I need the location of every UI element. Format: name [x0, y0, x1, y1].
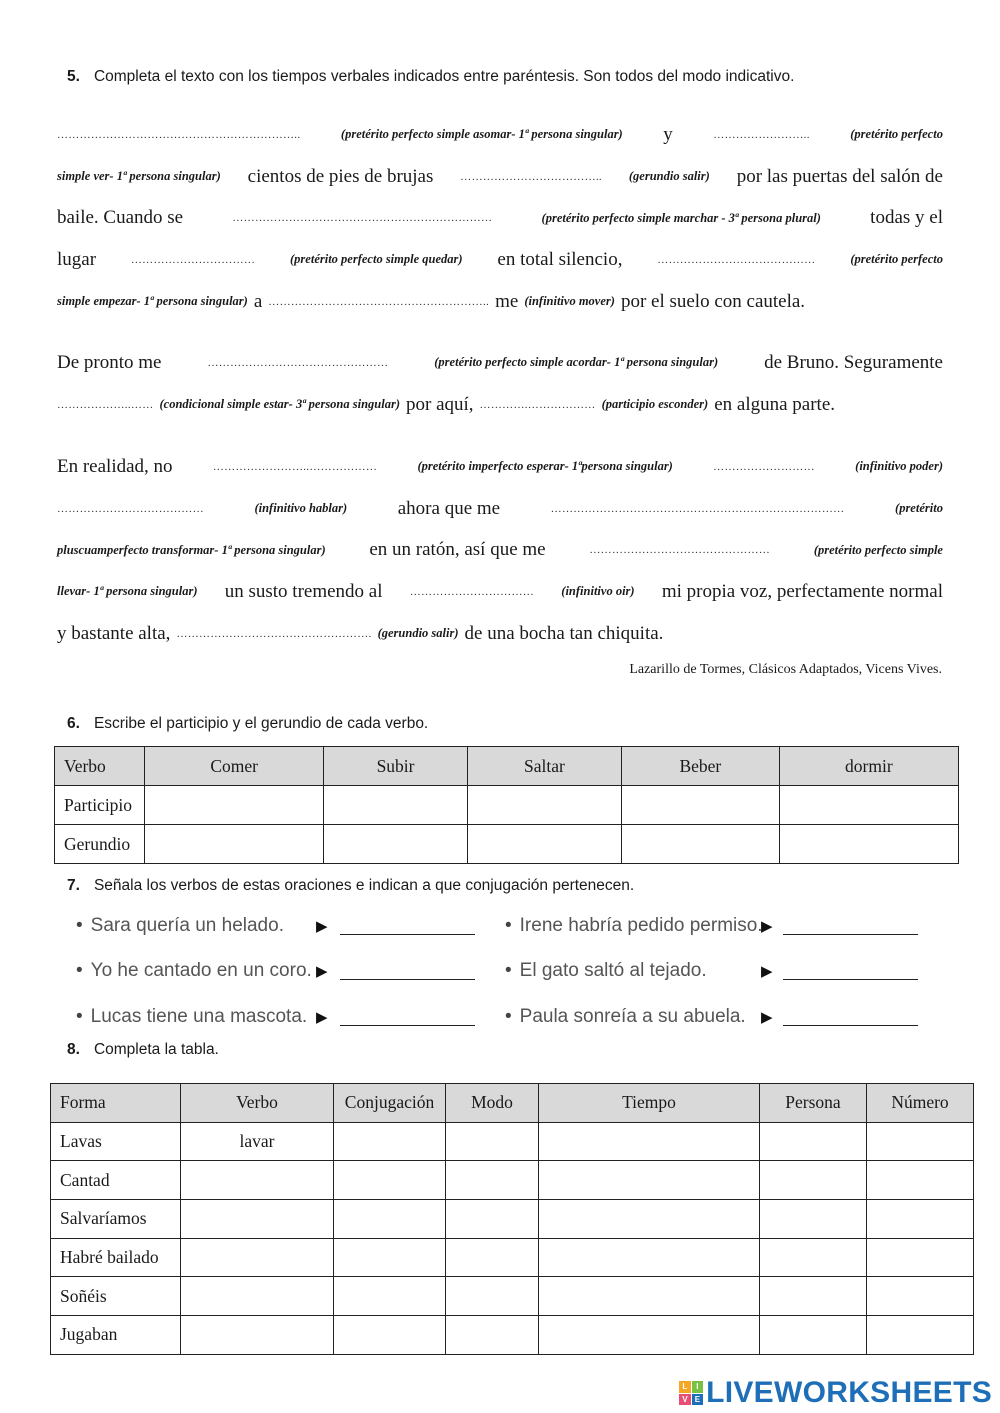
q6-table	[54, 746, 959, 864]
sentence-text: Lucas tiene una mascota.	[90, 1006, 308, 1027]
verb-cell[interactable]	[181, 1200, 334, 1239]
row-label: Salvaríamos	[51, 1200, 181, 1239]
table-header-row	[55, 747, 959, 786]
text-fragment: mi propia voz, perfectamente normal	[661, 580, 943, 602]
text-line	[57, 114, 943, 156]
answer-cell[interactable]	[467, 825, 621, 864]
sentence-item	[505, 1006, 746, 1028]
text-fragment: De pronto me	[57, 351, 162, 373]
answer-blank[interactable]	[783, 1025, 918, 1026]
verb-hint: (infinitivo mover)	[524, 294, 615, 309]
answer-cell[interactable]	[539, 1122, 760, 1161]
text-line	[57, 384, 943, 426]
answer-blank[interactable]: ……………………………………	[657, 253, 816, 266]
logo-letter: E	[692, 1394, 704, 1406]
answer-cell[interactable]	[760, 1238, 867, 1277]
verb-hint: (pretérito	[895, 501, 943, 516]
verb-hint: (pretérito perfecto simple marchar - 3ª persona plural)	[541, 210, 821, 225]
q6-number: 6.	[67, 715, 80, 732]
row-label: Jugaban	[51, 1316, 181, 1355]
answer-blank[interactable]: ……………………………………………………………	[232, 212, 493, 225]
answer-cell[interactable]	[867, 1277, 974, 1316]
answer-cell[interactable]	[145, 825, 324, 864]
answer-blank[interactable]: …………………………………	[57, 502, 204, 515]
verb-hint: (infinitivo hablar)	[254, 501, 348, 516]
answer-cell[interactable]	[539, 1238, 760, 1277]
answer-cell[interactable]	[446, 1200, 539, 1239]
answer-cell[interactable]	[867, 1238, 974, 1277]
q8-number: 8.	[67, 1041, 80, 1058]
verb-hint: (pretérito perfecto simple asomar- 1ª persona singular)	[340, 127, 623, 142]
answer-cell[interactable]	[760, 1122, 867, 1161]
table-header-row	[51, 1084, 974, 1123]
q6-instruction: Escribe el participio y el gerundio de cada verbo.	[93, 715, 429, 732]
answer-cell[interactable]	[334, 1122, 446, 1161]
table-row	[55, 825, 959, 864]
verb-hint: (pretérito imperfecto esperar- 1ªpersona singular)	[417, 459, 673, 474]
text-fragment: cientos de pies de brujas	[247, 165, 434, 187]
q5-number: 5.	[67, 68, 80, 85]
table-row	[55, 786, 959, 825]
header-cell: Número	[867, 1084, 974, 1123]
answer-cell[interactable]	[145, 786, 324, 825]
answer-cell[interactable]	[867, 1200, 974, 1239]
row-label: Cantad	[51, 1161, 181, 1200]
header-cell: Beber	[621, 747, 779, 786]
header-cell: Conjugación	[334, 1084, 446, 1123]
text-fragment: de Bruno. Seguramente	[764, 351, 943, 373]
header-cell: dormir	[779, 747, 958, 786]
text-line	[57, 488, 943, 530]
text-fragment: en total silencio,	[497, 248, 623, 270]
arrow-right-icon: ▶	[316, 1010, 328, 1026]
row-label: Participio	[55, 786, 145, 825]
verb-hint: (pretérito perfecto	[850, 127, 943, 142]
q5-instruction: Completa el texto con los tiempos verbales indicados entre paréntesis. Son todos del modo indicativo.	[93, 68, 795, 85]
sentence-text: Sara quería un helado.	[90, 915, 284, 936]
verb-cell[interactable]: lavar	[181, 1122, 334, 1161]
header-cell: Saltar	[467, 747, 621, 786]
q6-heading	[67, 715, 428, 733]
q5-paragraph-3	[57, 446, 943, 654]
answer-cell[interactable]	[539, 1316, 760, 1355]
text-line	[57, 342, 943, 384]
answer-cell[interactable]	[867, 1161, 974, 1200]
answer-blank[interactable]: ………………..……	[57, 398, 154, 411]
answer-blank[interactable]: …………………………………………………..	[268, 295, 490, 308]
sentence-item	[505, 960, 707, 982]
text-fragment: por las puertas del salón de	[736, 165, 943, 187]
q7-number: 7.	[67, 877, 80, 894]
table-row	[51, 1200, 974, 1239]
text-line	[57, 197, 943, 239]
verb-hint: (gerundio salir)	[628, 169, 710, 184]
q8-instruction: Completa la tabla.	[93, 1041, 219, 1058]
row-label: Lavas	[51, 1122, 181, 1161]
verb-hint: (condicional simple estar- 3ª persona singular)	[159, 397, 400, 412]
header-cell: Persona	[760, 1084, 867, 1123]
answer-blank[interactable]: ……………………………	[409, 585, 535, 598]
text-fragment: me	[495, 290, 519, 312]
answer-blank[interactable]: ………………………………………………………..	[57, 128, 301, 141]
row-label: Gerundio	[55, 825, 145, 864]
q5-paragraph-1	[57, 114, 943, 322]
header-cell: Comer	[145, 747, 324, 786]
verb-hint: (pretérito perfecto	[850, 252, 943, 267]
table-row	[51, 1316, 974, 1355]
answer-cell[interactable]	[539, 1200, 760, 1239]
header-cell: Verbo	[181, 1084, 334, 1123]
answer-blank[interactable]	[340, 979, 475, 980]
text-fragment: y	[663, 123, 673, 145]
answer-cell[interactable]	[621, 786, 779, 825]
answer-cell[interactable]	[324, 786, 468, 825]
text-fragment: En realidad, no	[57, 455, 173, 477]
sentence-text: Irene habría pedido permiso.	[519, 915, 763, 936]
live-badge-icon	[679, 1381, 703, 1405]
logo-letter: I	[692, 1381, 704, 1393]
answer-cell[interactable]	[446, 1161, 539, 1200]
text-fragment: lugar	[57, 248, 97, 270]
text-fragment: en alguna parte.	[714, 393, 836, 415]
text-line	[57, 239, 943, 281]
text-fragment: ahora que me	[397, 497, 501, 519]
text-fragment: un susto tremendo al	[224, 580, 383, 602]
arrow-right-icon: ▶	[316, 964, 328, 980]
answer-blank[interactable]: …………………………………………	[589, 544, 771, 557]
answer-blank[interactable]: ………………………	[713, 460, 815, 473]
answer-cell[interactable]	[334, 1161, 446, 1200]
bullet-icon: •	[505, 915, 512, 936]
q8-table	[50, 1083, 974, 1355]
text-line	[57, 446, 943, 488]
verb-hint: simple ver- 1ª persona singular)	[57, 169, 221, 184]
row-label: Soñéis	[51, 1277, 181, 1316]
text-line	[57, 529, 943, 571]
answer-cell[interactable]	[539, 1277, 760, 1316]
bullet-icon: •	[76, 915, 83, 936]
header-cell: Tiempo	[539, 1084, 760, 1123]
bullet-icon: •	[505, 960, 512, 981]
verb-hint: simple empezar- 1ª persona singular)	[57, 294, 248, 309]
answer-cell[interactable]	[446, 1238, 539, 1277]
verb-hint: (pretérito perfecto simple acordar- 1ª persona singular)	[434, 355, 719, 370]
answer-cell[interactable]	[324, 825, 468, 864]
text-fragment: en un ratón, así que me	[369, 539, 546, 561]
verb-cell[interactable]	[181, 1316, 334, 1355]
answer-blank[interactable]	[340, 934, 475, 935]
answer-blank[interactable]	[783, 934, 918, 935]
sentence-item	[76, 960, 312, 982]
answer-blank[interactable]: …………………………………………	[207, 356, 389, 369]
sentence-text: El gato saltó al tejado.	[519, 960, 707, 981]
logo-letter: L	[679, 1381, 691, 1393]
text-fragment: a	[253, 290, 263, 312]
table-row	[51, 1161, 974, 1200]
table-row	[51, 1122, 974, 1161]
verb-cell[interactable]	[181, 1238, 334, 1277]
verb-hint: (infinitivo oir)	[561, 584, 635, 599]
q7-heading	[67, 877, 634, 895]
answer-blank[interactable]	[783, 979, 918, 980]
answer-cell[interactable]	[867, 1122, 974, 1161]
q5-credit: Lazarillo de Tormes, Clásicos Adaptados, Vicens Vives.	[629, 662, 942, 677]
answer-cell[interactable]	[334, 1238, 446, 1277]
answer-blank[interactable]: ………………………………..	[460, 170, 602, 183]
header-cell: Modo	[446, 1084, 539, 1123]
arrow-right-icon: ▶	[761, 1010, 773, 1026]
answer-cell[interactable]	[334, 1277, 446, 1316]
header-cell: Forma	[51, 1084, 181, 1123]
answer-cell[interactable]	[760, 1316, 867, 1355]
answer-cell[interactable]	[467, 786, 621, 825]
arrow-right-icon: ▶	[761, 919, 773, 935]
header-cell: Subir	[324, 747, 468, 786]
answer-cell[interactable]	[867, 1316, 974, 1355]
sentence-item	[76, 1006, 307, 1028]
answer-cell[interactable]	[334, 1316, 446, 1355]
sentence-text: Paula sonreía a su abuela.	[519, 1006, 746, 1027]
answer-cell[interactable]	[621, 825, 779, 864]
text-fragment: y bastante alta,	[57, 622, 171, 644]
q5-paragraph-2	[57, 342, 943, 425]
answer-cell[interactable]	[760, 1161, 867, 1200]
text-line	[57, 613, 943, 655]
table-row	[51, 1277, 974, 1316]
verb-hint: pluscuamperfecto transformar- 1ª persona singular)	[57, 542, 326, 557]
answer-cell[interactable]	[446, 1316, 539, 1355]
answer-cell[interactable]	[446, 1122, 539, 1161]
q7-instruction: Señala los verbos de estas oraciones e indican a que conjugación pertenecen.	[93, 877, 635, 894]
text-fragment: baile. Cuando se	[57, 207, 184, 229]
verb-hint: (participio esconder)	[601, 397, 709, 412]
logo-text: LIVEWORKSHEETS	[706, 1376, 992, 1409]
text-line	[57, 281, 943, 323]
answer-blank[interactable]: ……………………..………………	[212, 460, 378, 473]
arrow-right-icon: ▶	[316, 919, 328, 935]
answer-cell[interactable]	[779, 786, 958, 825]
logo-letter: V	[679, 1394, 691, 1406]
row-label: Habré bailado	[51, 1238, 181, 1277]
verb-cell[interactable]	[181, 1277, 334, 1316]
text-line	[57, 571, 943, 613]
answer-blank[interactable]: ………….………………	[479, 398, 596, 411]
text-line	[57, 156, 943, 198]
header-cell: Verbo	[55, 747, 145, 786]
bullet-icon: •	[505, 1006, 512, 1027]
table-row	[51, 1238, 974, 1277]
bullet-icon: •	[76, 960, 83, 981]
text-fragment: todas y el	[870, 207, 943, 229]
q8-heading	[67, 1041, 219, 1059]
answer-cell[interactable]	[334, 1200, 446, 1239]
answer-cell[interactable]	[539, 1161, 760, 1200]
text-fragment: por aquí,	[406, 393, 474, 415]
verb-cell[interactable]	[181, 1161, 334, 1200]
liveworksheets-logo[interactable]	[679, 1376, 992, 1410]
verb-hint: (gerundio salir)	[377, 626, 459, 641]
verb-hint: (infinitivo poder)	[855, 459, 943, 474]
verb-hint: (pretérito perfecto simple	[813, 542, 943, 557]
answer-blank[interactable]: ……………………………………………………………………	[550, 502, 845, 515]
answer-cell[interactable]	[760, 1200, 867, 1239]
answer-blank[interactable]: ……………………………	[130, 253, 256, 266]
verb-hint: llevar- 1ª persona singular)	[57, 584, 198, 599]
text-fragment: de una bocha tan chiquita.	[464, 622, 664, 644]
answer-cell[interactable]	[760, 1277, 867, 1316]
bullet-icon: •	[76, 1006, 83, 1027]
arrow-right-icon: ▶	[761, 964, 773, 980]
q5-heading	[67, 68, 794, 86]
sentence-item	[76, 915, 284, 937]
verb-hint: (pretérito perfecto simple quedar)	[290, 252, 463, 267]
answer-blank[interactable]: …………………………………………….	[176, 627, 372, 640]
answer-cell[interactable]	[446, 1277, 539, 1316]
sentence-text: Yo he cantado en un coro.	[90, 960, 312, 981]
answer-blank[interactable]: ……………………..	[713, 128, 810, 141]
text-fragment: por el suelo con cautela.	[620, 290, 806, 312]
sentence-item	[505, 915, 763, 937]
answer-cell[interactable]	[779, 825, 958, 864]
answer-blank[interactable]	[340, 1025, 475, 1026]
